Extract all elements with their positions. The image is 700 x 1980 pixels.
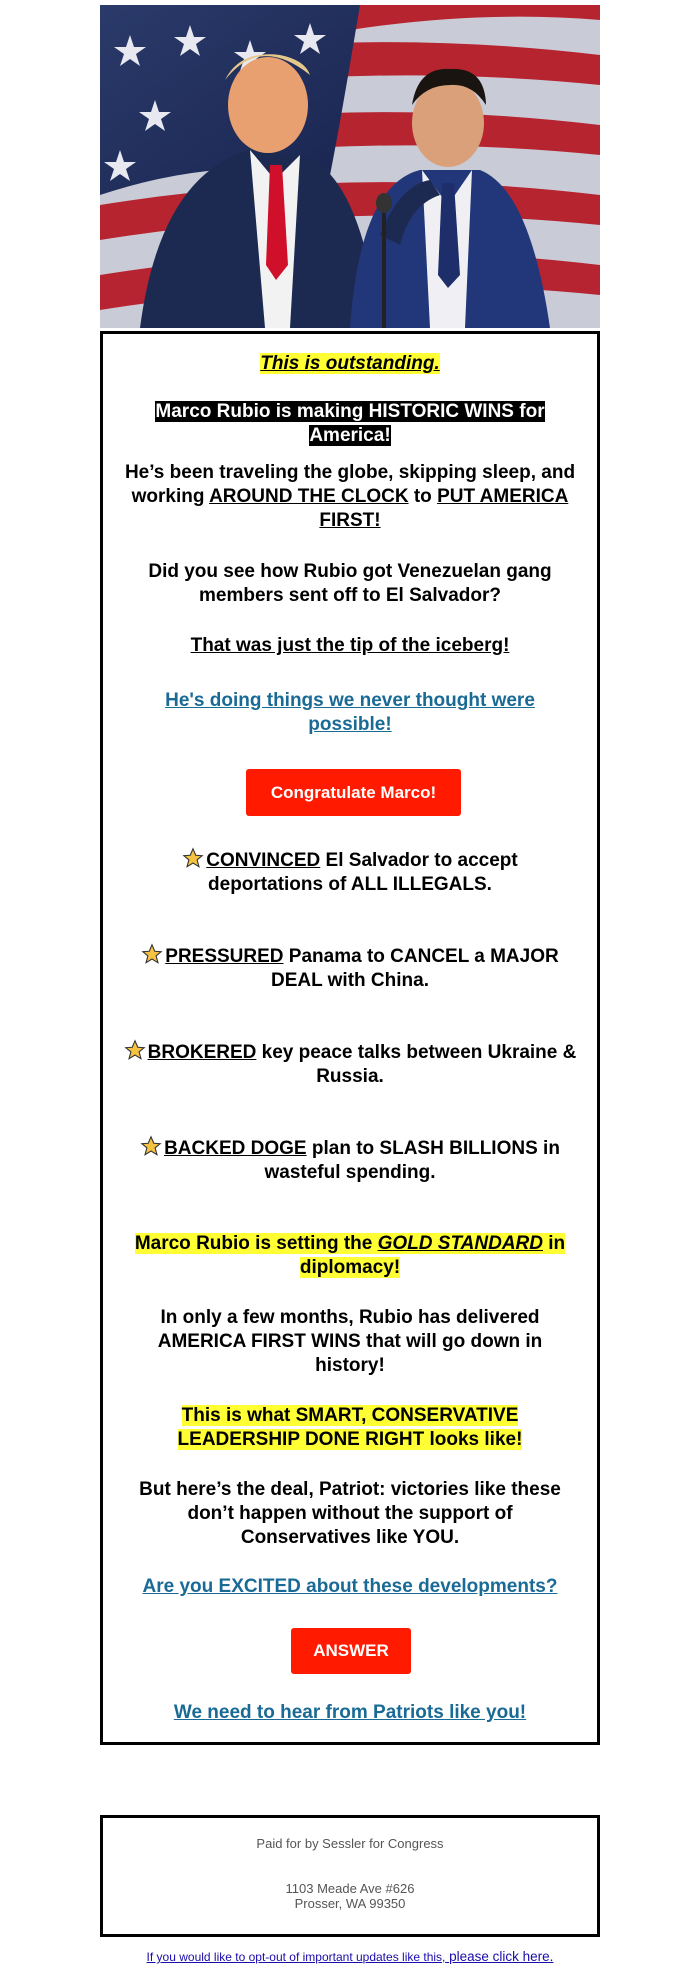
p1-underline-clock: AROUND THE CLOCK xyxy=(209,486,409,507)
win-verb: PRESSURED xyxy=(165,946,284,967)
p1-underline-america: PUT AMERICA FIRST! xyxy=(319,486,569,531)
link-excited[interactable]: Are you EXCITED about these developments? xyxy=(142,1576,558,1597)
win-text: El Salvador to accept deportations of ALL ILLEGALS. xyxy=(208,850,518,895)
footer-box xyxy=(100,1815,600,1937)
p2-text: Did you see how Rubio got Venezuelan gang members sent off to El Salvador? xyxy=(148,561,552,606)
link-patriots-wrap xyxy=(103,1701,597,1725)
opt-out-link[interactable] xyxy=(147,1950,554,1964)
headline xyxy=(103,352,597,376)
paragraph-venezuela xyxy=(103,560,597,608)
link-excited-wrap xyxy=(103,1575,597,1599)
link-patriots[interactable]: We need to hear from Patriots like you! xyxy=(173,1702,527,1723)
paragraph-few-months xyxy=(103,1306,597,1378)
p5-text: This is what SMART, CONSERVATIVE LEADERSHIP DONE RIGHT looks like! xyxy=(177,1405,523,1450)
opt-out-click-here: please click here. xyxy=(445,1949,554,1964)
hero-photo xyxy=(100,5,600,328)
star-icon xyxy=(182,847,204,869)
link-possible[interactable]: He's doing things we never thought were possible! xyxy=(165,690,535,735)
win-verb: BROKERED xyxy=(147,1042,257,1063)
win-item-doge xyxy=(103,1135,597,1185)
p1-mid: to xyxy=(408,486,438,507)
star-icon xyxy=(124,1039,146,1061)
p1-text: He’s been traveling the globe, skipping sleep, and working xyxy=(124,462,576,507)
headline-text: This is outstanding. xyxy=(260,353,440,374)
gold-post: in diplomacy! xyxy=(299,1233,566,1278)
win-item-pressured xyxy=(103,943,597,993)
congratulate-button[interactable]: Congratulate Marco! xyxy=(246,769,461,816)
email-body-card xyxy=(100,331,600,1745)
paragraph-traveling xyxy=(103,461,597,533)
star-icon xyxy=(140,1135,162,1157)
opt-out xyxy=(0,1949,700,1964)
address-line-1: 1103 Meade Ave #626 xyxy=(285,1881,415,1896)
paid-for-text: Paid for by Sessler for Congress xyxy=(256,1836,444,1851)
win-verb: CONVINCED xyxy=(206,850,321,871)
win-item-brokered xyxy=(103,1039,597,1089)
win-verb: BACKED DOGE xyxy=(164,1138,307,1159)
opt-out-text: If you would like to opt-out of important updates like this, xyxy=(146,1950,446,1964)
p6-text: But here’s the deal, Patriot: victories like these don’t happen without the support of Conservatives like YOU. xyxy=(139,1479,561,1548)
address-line-2: Prosser, WA 99350 xyxy=(294,1896,406,1911)
paragraph-patriot xyxy=(103,1478,597,1550)
gold-standard xyxy=(103,1232,597,1280)
banner-text: Marco Rubio is making HISTORIC WINS for America! xyxy=(155,401,545,446)
star-icon xyxy=(141,943,163,965)
p3-text: That was just the tip of the iceberg! xyxy=(190,635,510,656)
banner xyxy=(103,400,597,448)
win-text: key peace talks between Ukraine & Russia. xyxy=(256,1042,577,1087)
answer-button[interactable]: ANSWER xyxy=(291,1628,411,1674)
p4-text: In only a few months, Rubio has delivered AMERICA FIRST WINS that will go down in history! xyxy=(157,1307,543,1376)
link-possible-wrap xyxy=(103,689,597,737)
paragraph-leadership xyxy=(103,1404,597,1452)
gold-underline: GOLD STANDARD xyxy=(377,1233,543,1254)
win-text: plan to SLASH BILLIONS in wasteful spending. xyxy=(264,1138,560,1183)
win-item-convinced xyxy=(103,847,597,897)
flag-background xyxy=(100,5,600,328)
paragraph-iceberg xyxy=(103,634,597,658)
win-text: Panama to CANCEL a MAJOR DEAL with China. xyxy=(271,946,559,991)
gold-standard-text xyxy=(135,1233,565,1278)
gold-pre: Marco Rubio is setting the xyxy=(134,1233,378,1254)
